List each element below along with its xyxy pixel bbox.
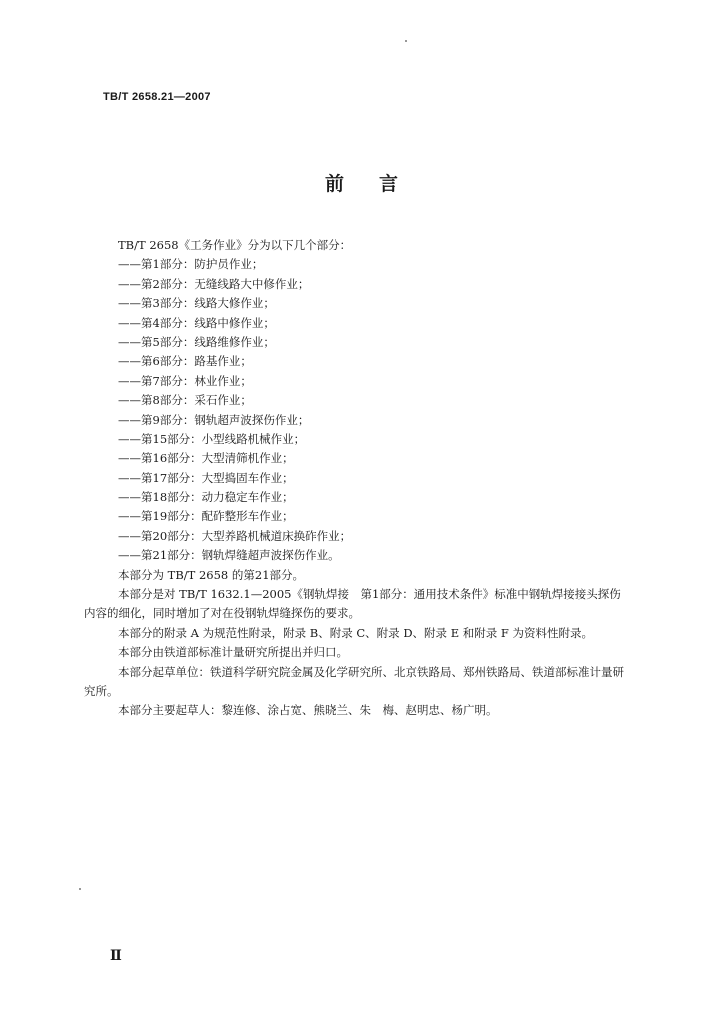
paragraph-proposer: 本部分由铁道部标准计量研究所提出并归口。 — [118, 645, 348, 660]
paragraph-refinement-line-2: 内容的细化，同时增加了对在役钢轨焊缝探伤的要求。 — [84, 606, 360, 621]
part-item: ——第20部分：大型养路机械道床换砟作业； — [118, 528, 352, 543]
part-item: ——第19部分：配砟整形车作业； — [118, 509, 294, 524]
scan-speck — [405, 40, 407, 42]
part-item: ——第21部分：钢轨焊缝超声波探伤作业。 — [118, 548, 340, 563]
part-item: ——第4部分：线路中修作业； — [118, 315, 275, 330]
part-item: ——第3部分：线路大修作业； — [118, 296, 275, 311]
title-char-2: 言 — [379, 173, 400, 195]
paragraph-part-statement: 本部分为 TB/T 2658 的第21部分。 — [118, 567, 305, 582]
scan-speck — [79, 888, 81, 890]
paragraph-drafting-units-line-2: 究所。 — [84, 683, 119, 698]
paragraph-drafting-units-line-1: 本部分起草单位：铁道科学研究院金属及化学研究所、北京铁路局、郑州铁路局、铁道部标准计量研 — [118, 664, 624, 679]
page-number: Ⅱ — [110, 948, 122, 964]
paragraph-annexes: 本部分的附录 A 为规范性附录，附录 B、附录 C、附录 D、附录 E 和附录 F 为资料性附录。 — [118, 625, 594, 640]
foreword-body — [84, 236, 656, 721]
part-item: ——第7部分：林业作业； — [118, 373, 252, 388]
part-item: ——第2部分：无缝线路大中修作业； — [118, 276, 310, 291]
part-item: ——第1部分：防护员作业； — [118, 257, 264, 272]
part-item: ——第17部分：大型捣固车作业； — [118, 470, 294, 485]
standard-number: TB/T 2658.21—2007 — [103, 91, 211, 103]
paragraph-refinement-line-1: 本部分是对 TB/T 1632.1—2005《钢轨焊接 第1部分：通用技术条件》标准中钢轨焊接接头探伤 — [118, 587, 621, 602]
part-item: ——第6部分：路基作业； — [118, 354, 252, 369]
intro-line: TB/T 2658《工务作业》分为以下几个部分： — [118, 238, 352, 252]
part-item: ——第5部分：线路维修作业； — [118, 334, 275, 349]
title-char-1: 前 — [324, 173, 345, 195]
part-item: ——第8部分：采石作业； — [118, 393, 252, 408]
part-item: ——第18部分：动力稳定车作业； — [118, 490, 294, 505]
part-item: ——第9部分：钢轨超声波探伤作业； — [118, 412, 310, 427]
paragraph-drafters: 本部分主要起草人：黎连修、涂占宽、熊晓兰、朱 梅、赵明忠、杨广明。 — [118, 703, 498, 718]
part-item: ——第16部分：大型清筛机作业； — [118, 451, 294, 466]
page-title — [0, 169, 724, 196]
part-item: ——第15部分：小型线路机械作业； — [118, 431, 306, 446]
